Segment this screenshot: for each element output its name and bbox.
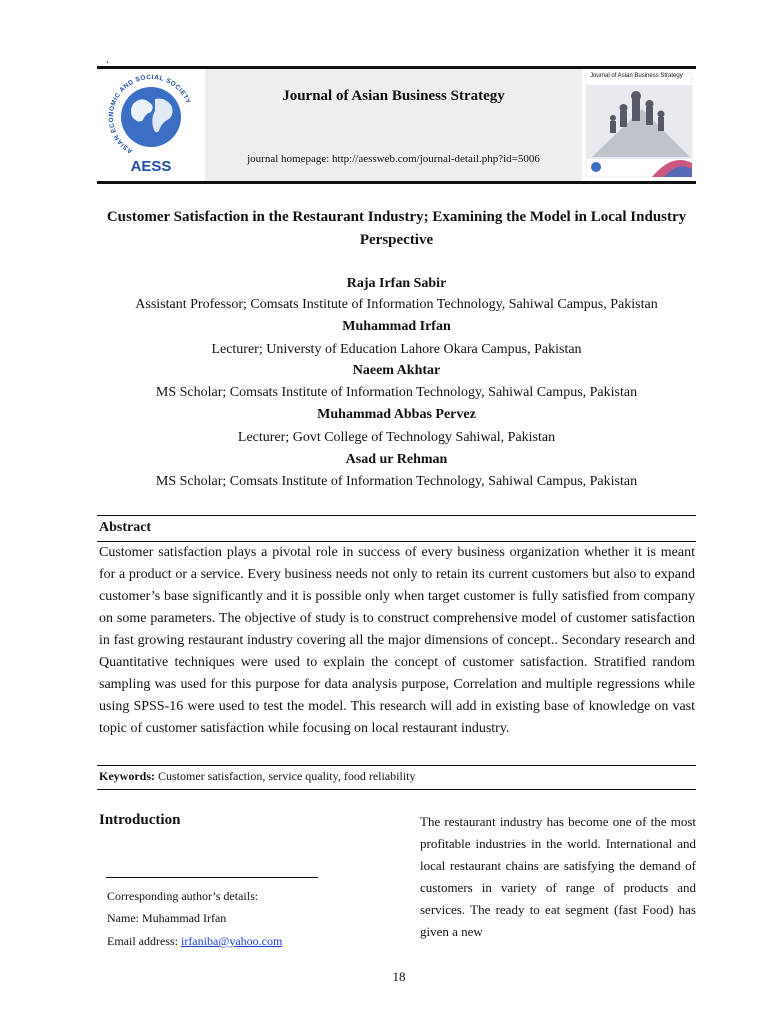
- author-affiliation: Lecturer; Universty of Education Lahore Okara Campus, Pakistan: [211, 342, 582, 357]
- author-name: Muhammad Abbas Pervez: [317, 407, 476, 422]
- abstract-text: Customer satisfaction plays a pivotal role in success of every business organization whether it is meant for a product or a service. Every business needs not only to retain its current customers but also to expand customer’s base significantly and it is possible only when target customer is fully satisfied from company on some parameters. The objective of study is to construct comprehensive model of customer satisfaction in fast growing restaurant industry covering all the major dimensions of concept.. Secondary research and Quantitative techniques were used to explain the concept of customer satisfaction. Stratified random sampling was used for this purpose for data analysis purpose, Correlation and multiple regressions while using SPSS-16 were used to test the model. This research will add in existing base of knowledge on vast topic of customer satisfaction while focusing on local restaurant industry.: [99, 545, 695, 736]
- footnote-email: [107, 934, 282, 949]
- keywords-bottom-rule: [97, 789, 696, 790]
- author-name: Asad ur Rehman: [345, 452, 448, 467]
- footnote-rule: [106, 877, 318, 878]
- globe-icon: [121, 87, 181, 147]
- footnote-name: Name: Muhammad Irfan: [107, 911, 227, 925]
- abstract-top-rule: [97, 515, 696, 516]
- journal-cover-image: [582, 69, 696, 181]
- author-affiliation: Lecturer; Govt College of Technology Sahiwal, Pakistan: [237, 430, 556, 445]
- footnote-heading: Corresponding author’s details:: [107, 889, 259, 903]
- aess-logo: [97, 69, 205, 181]
- page-number: 18: [392, 969, 406, 984]
- introduction-heading: Introduction: [99, 812, 181, 828]
- introduction-text: The restaurant industry has become one of the most profitable industries in the world. International and local restaurant chains are satisfying the demand of customers in variety of range of products and services. The ready to eat segment (fast Food) has given a new: [420, 814, 696, 939]
- author-name: Naeem Akhtar: [352, 363, 441, 378]
- header-dot: .: [106, 52, 109, 66]
- keywords-label: Keywords:: [99, 769, 155, 783]
- header-bottom-rule: [97, 181, 696, 184]
- author-affiliation: MS Scholar; Comsats Institute of Information Technology, Sahiwal Campus, Pakistan: [155, 385, 638, 400]
- email-label: Email address:: [107, 934, 181, 948]
- author-affiliation: Assistant Professor; Comsats Institute of Information Technology, Sahiwal Campus, Pakistan: [135, 297, 658, 312]
- paper-title: Customer Satisfaction in the Restaurant Industry; Examining the Model in Local Industry Perspective: [106, 209, 687, 248]
- author-affiliation: MS Scholar; Comsats Institute of Information Technology, Sahiwal Campus, Pakistan: [155, 474, 638, 489]
- cover-title: Journal of Asian Business Strategy: [590, 73, 683, 79]
- keywords: [99, 769, 416, 784]
- logo-ring-text: ASIAN ECONOMIC AND SOCIAL SOCIETY: [107, 73, 192, 155]
- abstract-bottom-rule: [97, 765, 696, 766]
- author-name: Muhammad Irfan: [342, 319, 451, 334]
- keywords-text: Customer satisfaction, service quality, food reliability: [158, 769, 416, 783]
- journal-homepage[interactable]: journal homepage: http://aessweb.com/journal-detail.php?id=5006: [247, 153, 540, 165]
- aess-logo-text: AESS: [130, 158, 172, 175]
- email-link[interactable]: irfaniba@yahoo.com: [180, 934, 283, 948]
- author-name: Raja Irfan Sabir: [346, 276, 447, 291]
- abstract-heading: Abstract: [99, 520, 152, 535]
- journal-title: Journal of Asian Business Strategy: [282, 88, 505, 104]
